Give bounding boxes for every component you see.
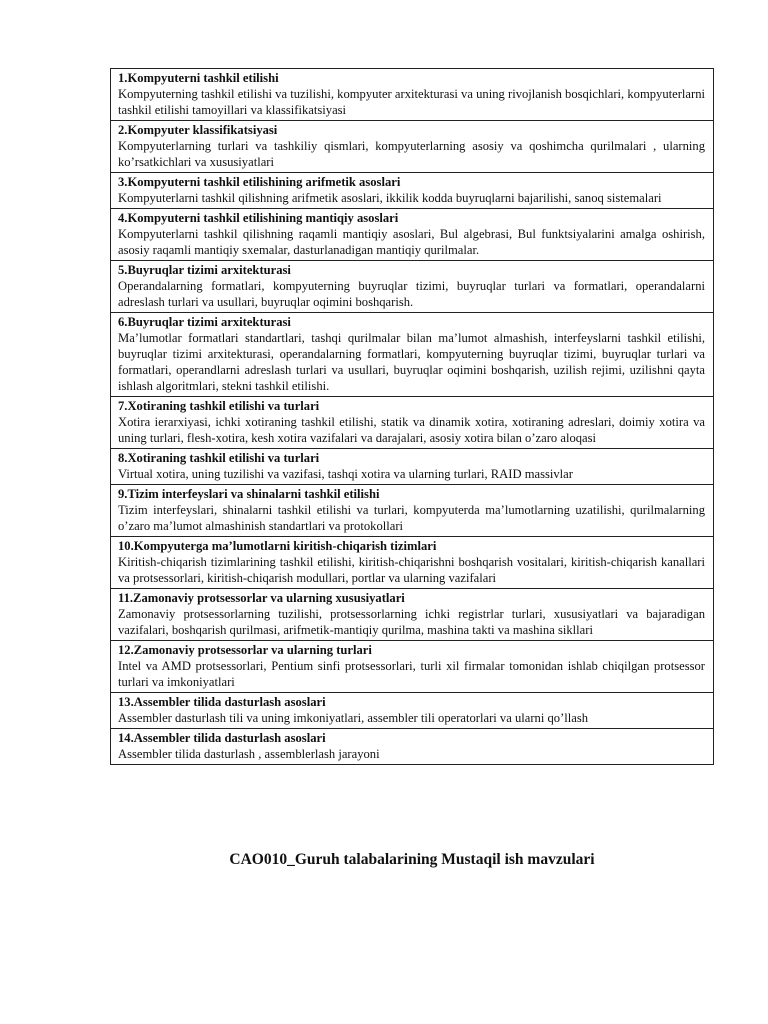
topic-description: Assembler tilida dasturlash , assemblerlash jarayoni: [118, 747, 380, 761]
topic-title: 6.Buyruqlar tizimi arxitekturasi: [118, 315, 291, 329]
topic-description: Assembler dasturlash tili va uning imkoniyatlari, assembler tili operatorlari va ularni qo’llash: [118, 711, 589, 725]
topic-description: Kiritish-chiqarish tizimlarining tashkil etilishi, kiritish-chiqarishni boshqarish vositalari, kiritish-chiqarish kanallari va protsessorlari, kiritish-chiqarish modullari, portlar va ularning vazifalari: [118, 555, 705, 585]
topic-row: [111, 261, 714, 313]
topic-cell: [111, 693, 714, 729]
topic-title: 7.Xotiraning tashkil etilishi va turlari: [118, 399, 320, 413]
topic-description: Intel va AMD protsessorlari, Pentium sinfi protsessorlari, turli xil firmalar tomonidan ishlab chiqilgan protsessor turlari va imkoniyatlari: [118, 659, 705, 689]
topic-title: 1.Kompyuterni tashkil etilishi: [118, 71, 279, 85]
topic-cell: [111, 589, 714, 641]
topic-title: 12.Zamonaviy protsessorlar va ularning turlari: [118, 643, 372, 657]
topic-description: Virtual xotira, uning tuzilishi va vazifasi, tashqi xotira va ularning turlari, RAID massivlar: [118, 467, 573, 481]
topic-row: [111, 485, 714, 537]
topic-title: 8.Xotiraning tashkil etilishi va turlari: [118, 451, 320, 465]
topic-cell: [111, 313, 714, 397]
document-caption: CAO010_Guruh talabalarining Mustaqil ish mavzulari: [229, 851, 595, 868]
topic-cell: [111, 485, 714, 537]
topic-row: [111, 729, 714, 765]
topic-row: [111, 121, 714, 173]
topic-row: [111, 313, 714, 397]
topic-cell: [111, 209, 714, 261]
topic-description: Xotira ierarxiyasi, ichki xotiraning tashkil etilishi, statik va dinamik xotira, xotiraning adreslari, doimiy xotira va uning turlari, flesh-xotira, kesh xotira vazifalari va darajalari, asosiy xotira bilan o’zaro aloqasi: [118, 415, 705, 445]
topic-cell: [111, 173, 714, 209]
topic-row: [111, 69, 714, 121]
topic-cell: [111, 641, 714, 693]
topic-title: 10.Kompyuterga ma’lumotlarni kiritish-chiqarish tizimlari: [118, 539, 437, 553]
topic-title: 3.Kompyuterni tashkil etilishining arifmetik asoslari: [118, 175, 401, 189]
topic-cell: [111, 397, 714, 449]
topic-cell: [111, 261, 714, 313]
topic-description: Kompyuterlarni tashkil qilishning raqamli mantiqiy asoslari, Bul algebrasi, Bul funktsiyalarini amalga oshirish, asosiy raqamli mantiqiy sxemalar, dasturlanadigan mantiqiy qurilmalar.: [118, 227, 705, 257]
topic-row: [111, 641, 714, 693]
topic-row: [111, 449, 714, 485]
topic-description: Kompyuterlarning turlari va tashkiliy qismlari, kompyuterlarning asosiy va qoshimcha qurilmalari , ularning ko’rsatkichlari va xususiyatlari: [118, 139, 705, 169]
topic-row: [111, 693, 714, 729]
topic-row: [111, 209, 714, 261]
topic-description: Kompyuterlarni tashkil qilishning arifmetik asoslari, ikkilik kodda buyruqlarni bajarilishi, sanoq sistemalari: [118, 191, 662, 205]
topic-description: Kompyuterning tashkil etilishi va tuzilishi, kompyuter arxitekturasi va uning rivojlanish bosqichlari, kompyuterlarni tashkil etilishi tamoyillari va klassifikatsiyasi: [118, 87, 705, 117]
topic-row: [111, 173, 714, 209]
topics-table: [110, 68, 714, 765]
topic-title: 13.Assembler tilida dasturlash asoslari: [118, 695, 326, 709]
topic-cell: [111, 69, 714, 121]
topic-cell: [111, 449, 714, 485]
topic-title: 11.Zamonaviy protsessorlar va ularning xususiyatlari: [118, 591, 405, 605]
topic-cell: [111, 537, 714, 589]
topic-description: Operandalarning formatlari, kompyuterning buyruqlar tizimi, buyruqlar turlari va formatlari, operandalarni adreslash turlari va usullari, buyruqlar oqimini boshqarish.: [118, 279, 705, 309]
topics-table-body: [111, 69, 714, 765]
topic-title: 2.Kompyuter klassifikatsiyasi: [118, 123, 278, 137]
topic-title: 14.Assembler tilida dasturlash asoslari: [118, 731, 326, 745]
topic-cell: [111, 121, 714, 173]
topic-title: 4.Kompyuterni tashkil etilishining mantiqiy asoslari: [118, 211, 399, 225]
topic-description: Tizim interfeyslari, shinalarni tashkil etilishi va turlari, kompyuterda ma’lumotlarning uzatilishi, qurilmalarning o’zaro ma’lumot almashinish standartlari va protokollari: [118, 503, 705, 533]
topic-title: 9.Tizim interfeyslari va shinalarni tashkil etilishi: [118, 487, 380, 501]
topic-cell: [111, 729, 714, 765]
topic-row: [111, 589, 714, 641]
topic-title: 5.Buyruqlar tizimi arxitekturasi: [118, 263, 291, 277]
topic-description: Ma’lumotlar formatlari standartlari, tashqi qurilmalar bilan ma’lumot almashish, interfeyslarni tashkil etilishi, buyruqlar tizimi arxitekturasi, operandalarning formatlari, kompyuterning buyruqlar tizimi, buyruqlar turlari va formatlari, operandlarni adreslash turlari va usullari, buyruqlar oqimini boshqarish, uzilish rejimi, uzilishni qayta ishlash algoritmlari, stekni tashkil etilishi.: [118, 331, 705, 393]
topic-row: [111, 397, 714, 449]
topic-row: [111, 537, 714, 589]
topic-description: Zamonaviy protsessorlarning tuzilishi, protsessorlarning ichki registrlar turlari, xususiyatlari va bajaradigan vazifalari, boshqarish qurilmasi, arifmetik-mantiqiy qurilma, mashina takti va mashina sikllari: [118, 607, 705, 637]
